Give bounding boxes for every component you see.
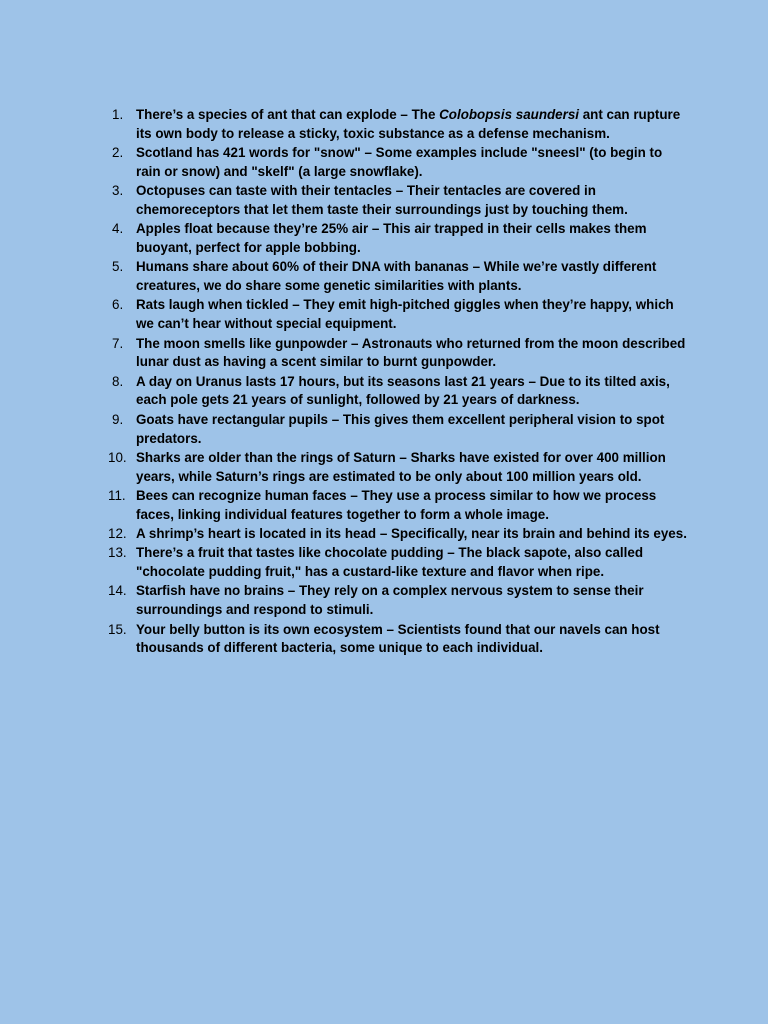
item-text: Scotland has 421 words for "snow" – Some examples include "sneesl" (to begin to rain or snow) and "skelf" (a large snowflake). (136, 145, 663, 179)
list-item (112, 335, 687, 373)
item-text: Humans share about 60% of their DNA with bananas – While we’re vastly different creatures, we do share some genetic similarities with plants. (136, 259, 657, 294)
item-text: A shrimp’s heart is located in its head – Specifically, near its brain and behind its eyes. (136, 526, 687, 542)
list-item (112, 220, 687, 258)
item-text: There’s a fruit that tastes like chocolate pudding – The black sapote, also called "chocolate pudding fruit," has a custard-like texture and flavor when ripe. (136, 545, 644, 580)
item-text: Sharks are older than the rings of Saturn – Sharks have existed for over 400 million years, while Saturn’s rings are estimated to be only about 100 million years old. (136, 449, 666, 484)
species-name: Colobopsis saundersi (439, 107, 580, 122)
list-item (112, 144, 687, 182)
list-item (112, 411, 687, 449)
item-number: 15. (108, 621, 127, 637)
item-number: 1. (112, 107, 124, 122)
item-number: 12. (108, 526, 127, 542)
item-text: Rats laugh when tickled – They emit high-pitched giggles when they’re happy, which we can’t hear without special equipment. (136, 297, 674, 332)
item-text (136, 107, 680, 141)
list-item (112, 296, 687, 334)
item-number: 4. (112, 221, 124, 237)
item-text-lead: There’s a species of ant that can explode – The (136, 107, 440, 122)
item-text: Octopuses can taste with their tentacles – Their tentacles are covered in chemoreceptors that let them taste their surroundings just by touching them. (136, 183, 628, 217)
list-item (108, 487, 687, 525)
list-item (112, 182, 687, 220)
item-number: 13. (108, 545, 127, 561)
item-text: Bees can recognize human faces – They use a process similar to how we process faces, linking individual features together to form a whole image. (136, 487, 657, 522)
item-number: 2. (112, 145, 124, 161)
list-item (112, 106, 687, 144)
list-item (108, 582, 687, 620)
item-text: A day on Uranus lasts 17 hours, but its seasons last 21 years – Due to its tilted axis, each pole gets 21 years of sunlight, followed by 21 years of darkness. (136, 373, 670, 408)
item-text: Goats have rectangular pupils – This gives them excellent peripheral vision to spot predators. (136, 411, 665, 446)
item-number: 5. (112, 259, 124, 275)
list-item (108, 621, 687, 659)
item-number: 3. (112, 183, 124, 199)
item-text-tail: ant can rupture its own body to release a sticky, toxic substance as a defense mechanism. (136, 107, 681, 141)
item-text: Starfish have no brains – They rely on a complex nervous system to sense their surroundings and respond to stimuli. (136, 583, 644, 618)
item-number: 14. (108, 583, 127, 599)
list-item (112, 373, 687, 411)
item-number: 7. (112, 335, 124, 351)
item-number: 6. (112, 297, 124, 313)
list-item (108, 525, 687, 544)
item-number: 8. (112, 373, 124, 389)
item-number: 9. (112, 411, 124, 427)
item-number: 11. (108, 487, 126, 503)
item-text: Your belly button is its own ecosystem – Scientists found that our navels can host thousands of different bacteria, some unique to each individual. (136, 621, 660, 656)
facts-list (108, 106, 687, 659)
item-text: Apples float because they’re 25% air – This air trapped in their cells makes them buoyant, perfect for apple bobbing. (136, 221, 647, 256)
list-item (108, 544, 687, 582)
list-item (112, 258, 687, 296)
list-item (108, 449, 687, 487)
item-number: 10. (108, 449, 127, 465)
item-text: The moon smells like gunpowder – Astronauts who returned from the moon described lunar dust as having a scent similar to burnt gunpowder. (136, 335, 686, 370)
